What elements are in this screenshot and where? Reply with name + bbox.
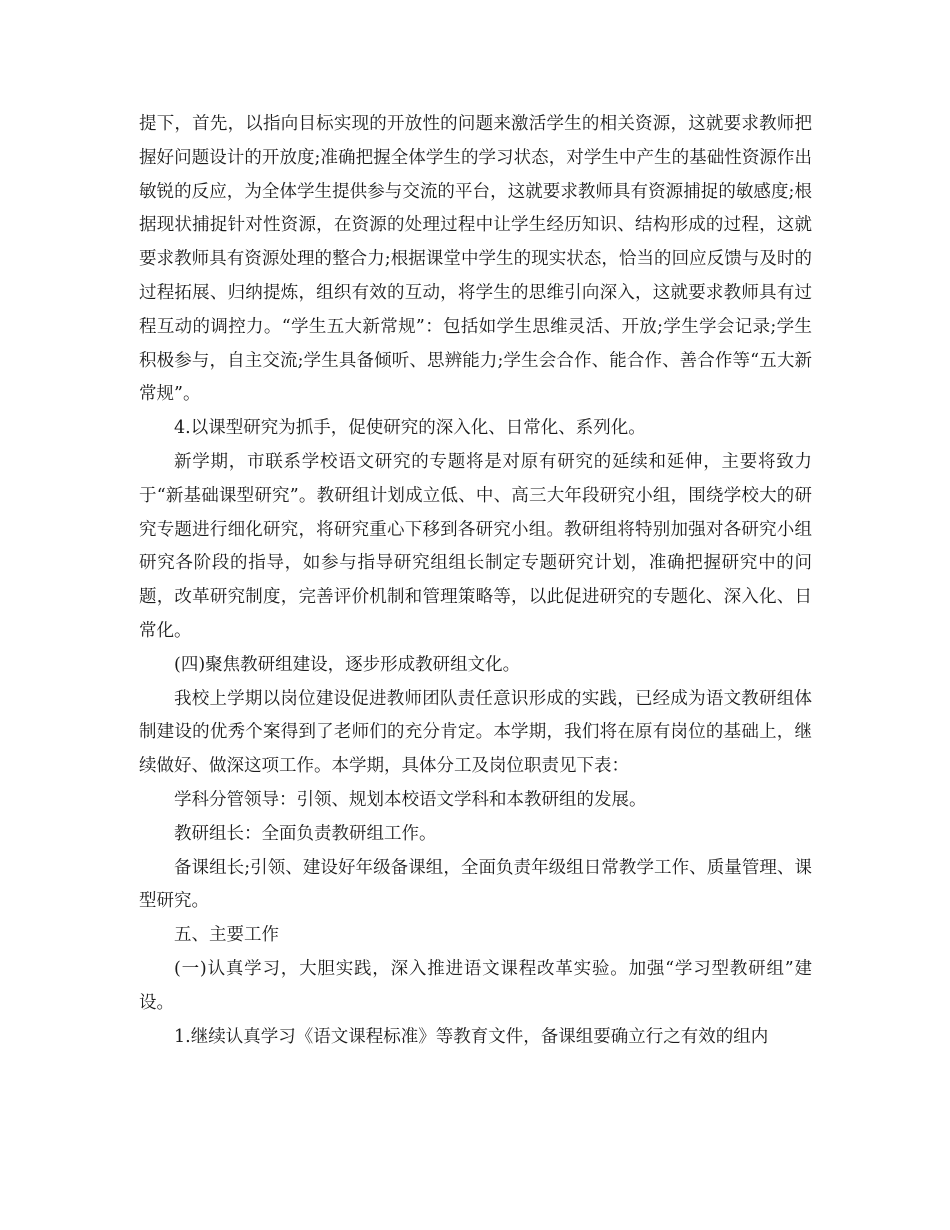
- role-group-leader: 教研组长：全面负责教研组工作。: [174, 823, 437, 844]
- role-lesson-prep-leader: 备课组长;引领、建设好年级备课组，全面负责年级组日常教学工作、质量管理、课型研究。: [139, 857, 812, 912]
- paragraph-post-building: 我校上学期以岗位建设促进教师团队责任意识形成的实践，已经成为语文教研组体制建设的优秀个案得到了老师们的充分肯定。本学期，我们将在原有岗位的基础上，继续做好、做深这项工作。本学期，具体分工及岗位职责见下表：: [139, 688, 812, 777]
- document-body: [139, 108, 812, 1054]
- section-heading-4: (四)聚焦教研组建设，逐步形成教研组文化。: [174, 654, 521, 675]
- paragraph-item-4-heading: 4.以课型研究为抓手，促使研究的深入化、日常化、系列化。: [174, 418, 646, 439]
- paragraph-new-semester: 新学期，市联系学校语文研究的专题将是对原有研究的延续和延伸，主要将致力于“新基础课型研究”。教研组计划成立低、中、高三大年段研究小组，围绕学校大的研究专题进行细化研究，将研究重心下移到各研究小组。教研组将特别加强对各研究小组研究各阶段的指导，如参与指导研究组组长制定专题研究计划，准确把握研究中的问题，改革研究制度，完善评价机制和管理策略等，以此促进研究的专题化、深入化、日常化。: [139, 451, 812, 641]
- paragraph-continuation: 提下，首先，以指向目标实现的开放性的问题来激活学生的相关资源，这就要求教师把握好问题设计的开放度;准确把握全体学生的学习状态，对学生中产生的基础性资源作出敏锐的反应，为全体学生提供参与交流的平台，这就要求教师具有资源捕捉的敏感度;根据现状捕捉针对性资源，在资源的处理过程中让学生经历知识、结构形成的过程，这就要求教师具有资源处理的整合力;根据课堂中学生的现实状态，恰当的回应反馈与及时的过程拓展、归纳提炼，组织有效的互动，将学生的思维引向深入，这就要求教师具有过程互动的调控力。“学生五大新常规”：包括如学生思维灵活、开放;学生学会记录;学生积极参与，自主交流;学生具备倾听、思辨能力;学生会合作、能合作、善合作等“五大新常规”。: [139, 114, 812, 405]
- paragraph-item-1: 1.继续认真学习《语文课程标准》等教育文件，备课组要确立行之有效的组内: [174, 1026, 769, 1047]
- subsection-heading-1: (一)认真学习，大胆实践，深入推进语文课程改革实验。加强“学习型教研组”建设。: [139, 958, 812, 1013]
- role-subject-leader: 学科分管领导：引领、规划本校语文学科和本教研组的发展。: [174, 789, 647, 810]
- section-heading-main-work: 五、主要工作: [174, 925, 279, 946]
